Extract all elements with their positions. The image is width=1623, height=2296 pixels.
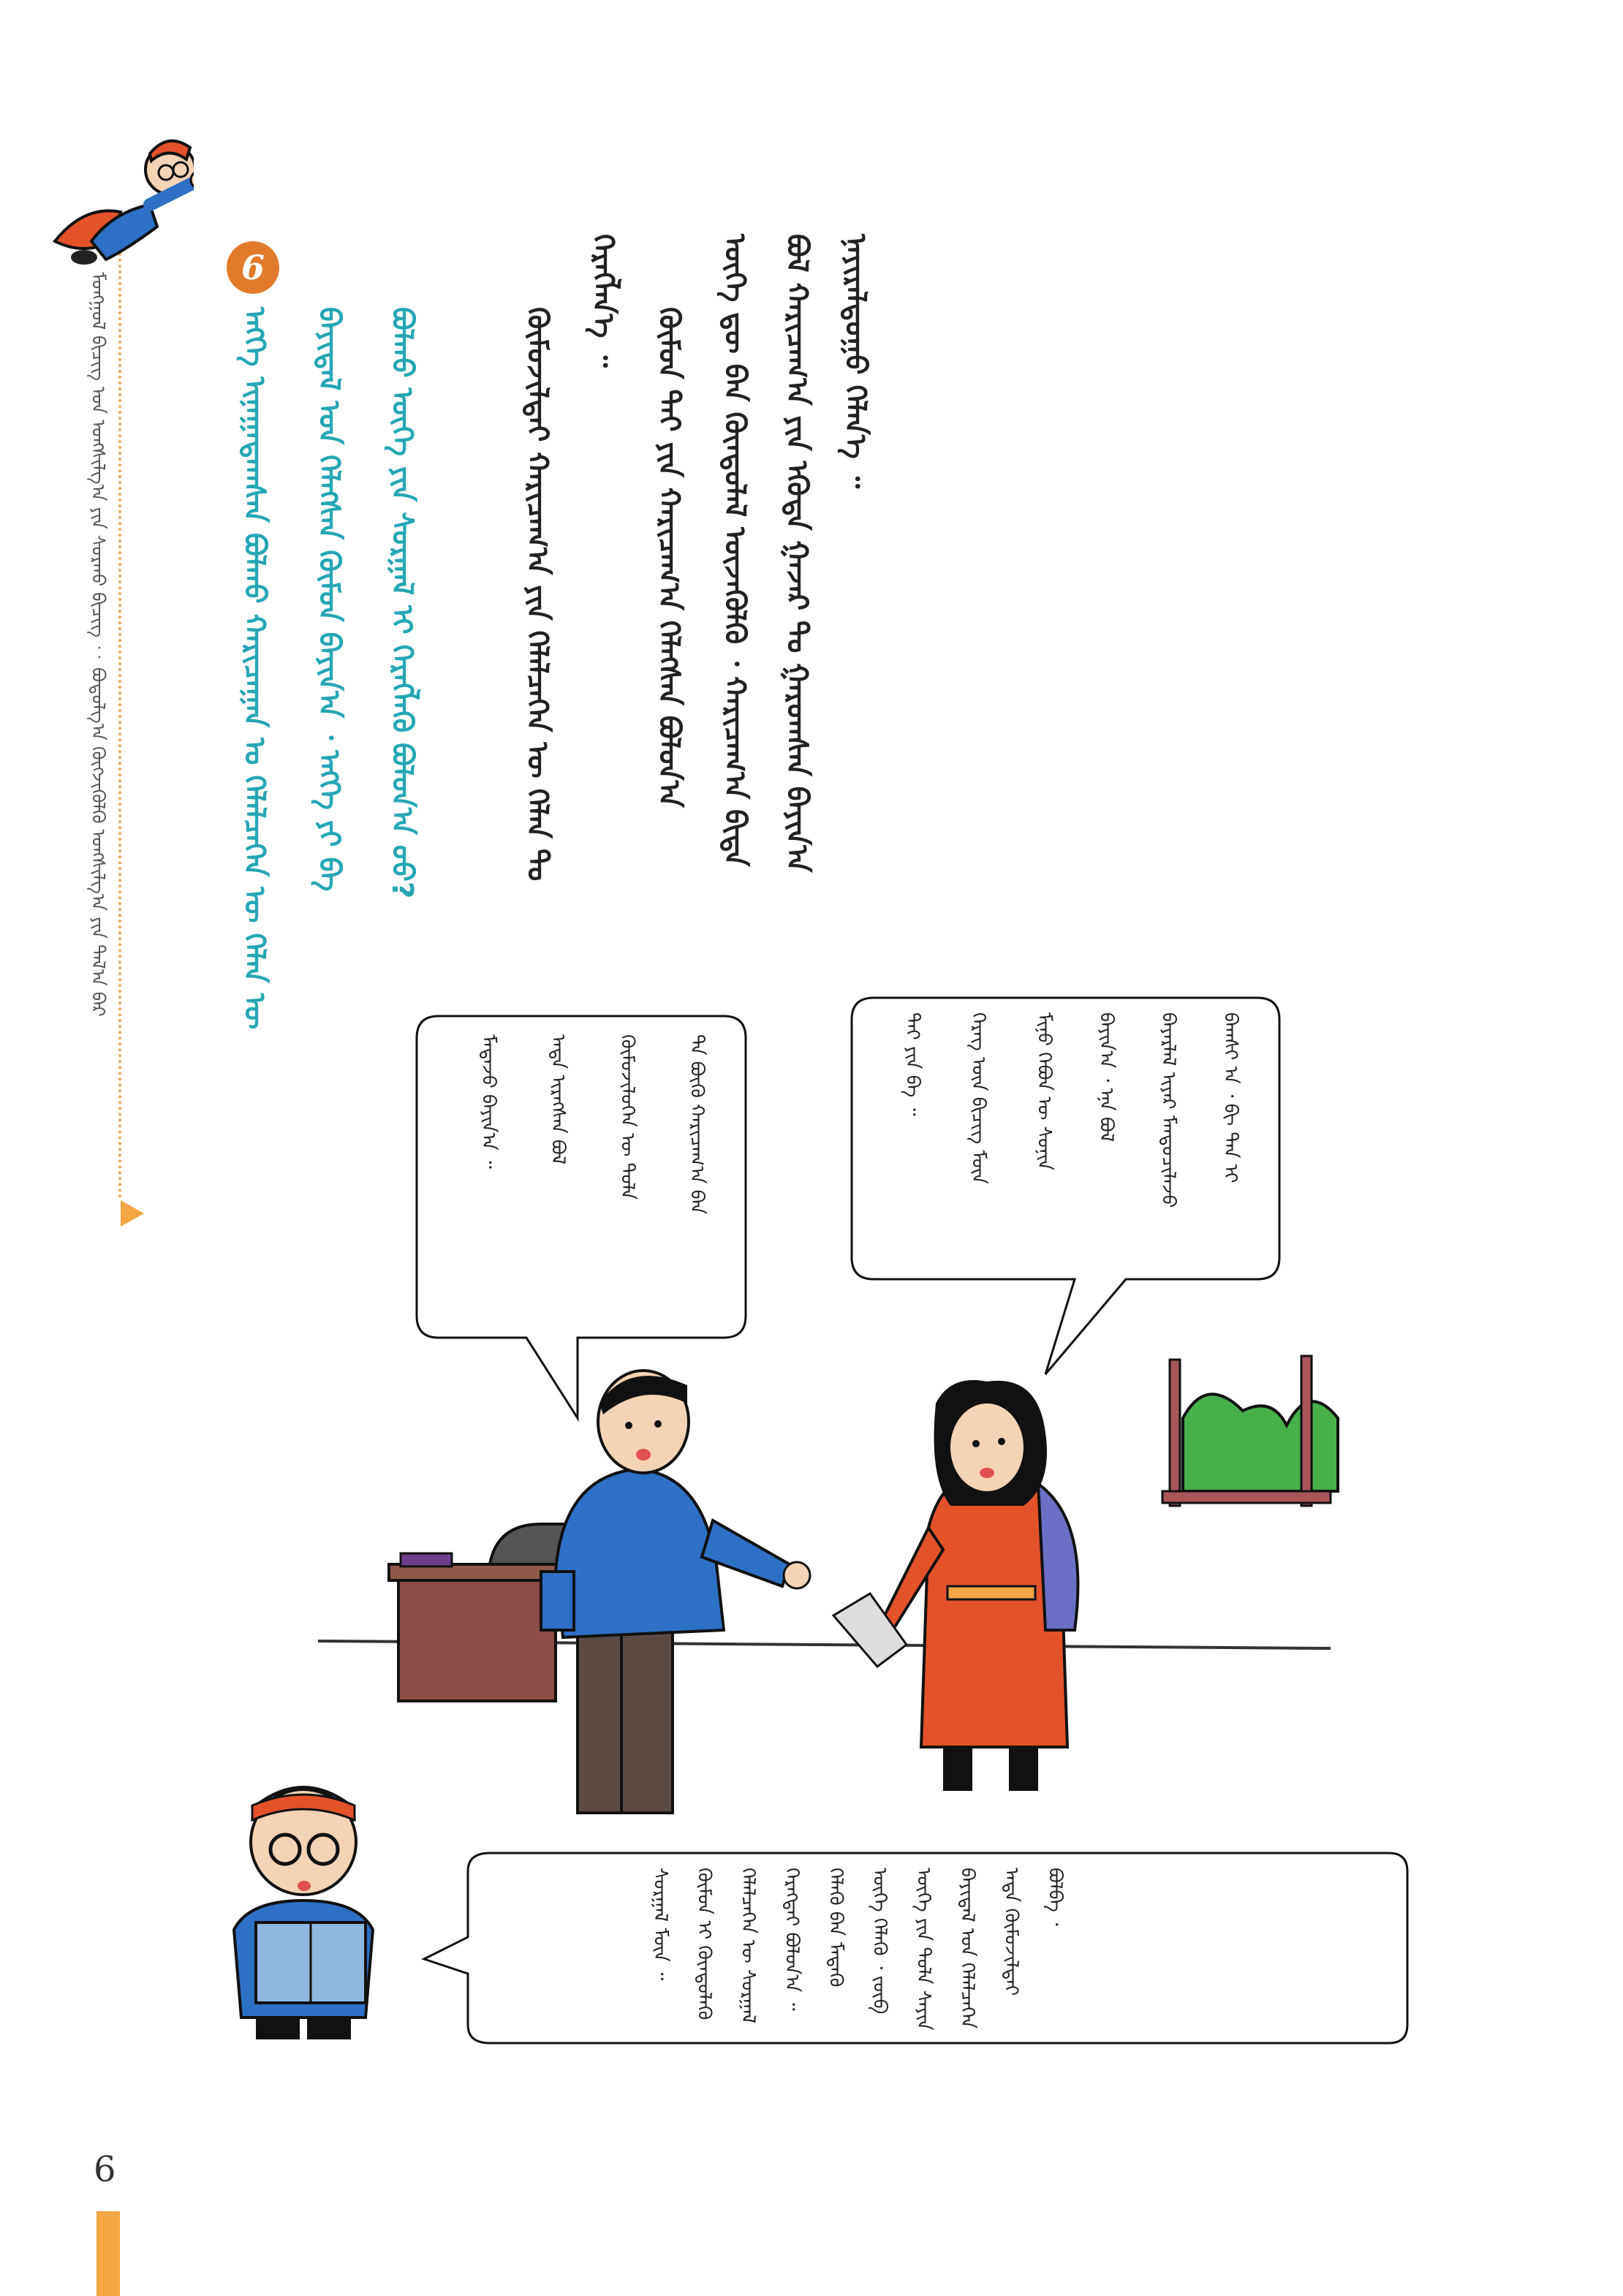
man-figure bbox=[541, 1371, 810, 1813]
boy-bubble-line: ᠡᠨᠳᠡ ᠬᠦᠮᠦᠵᠢᠯᠲᠡᠢ bbox=[1000, 1868, 1022, 1996]
body-line-4: ᠬᠦᠮᠦᠨ ᠲᠡᠢ ᠶᠢᠨ ᠬᠠᠷᠢᠴᠠᠭ᠎ᠠ ᠬᠡᠯᠡᠭᠰᠡᠨ ᠪᠣᠯᠤᠨ᠎ᠠ bbox=[652, 307, 686, 808]
boy-bubble-line: ᠬᠡᠯᠡᠬᠦ ᠪᠡᠨ ᠮᠡᠳᠡᠬᠦ bbox=[825, 1868, 847, 1988]
question-number-badge: 6 bbox=[227, 241, 279, 294]
boy-bubble-line: ᠪᠠᠶᠢᠳᠠᠯ ᠤᠨ ᠬᠡᠯᠡᠯᠴᠡᠭᠡᠨ bbox=[956, 1868, 978, 2029]
boy-bubble-line: ᠰᠤᠷᠭᠠᠯ ᠮᠥᠨ ᠃ bbox=[649, 1868, 671, 1981]
running-header: ᠮᠣᠩᠭᠣᠯ ᠪᠢᠴᠢᠭ ᠤᠨ ᠣᠩᠰᠢᠯᠭ᠎ᠠ ᠶᠢᠨ ᠰᠤᠷᠬᠤ ᠪᠢᠴᠢᠭ᠌ ︰ ᠪᠣᠳᠣᠯᠭ᠎ᠠ ᠬᠥᠭᠵᠢᠭᠦᠯᠬᠦ ᠤᠩᠰᠢᠯᠭ᠎ᠠ ᠶᠢᠨ ᠲᠠᠯ᠎ᠠ ᠪᠠᠷ bbox=[88, 272, 109, 1017]
woman-bubble-line: ᠮᠢᠨᠦ ᠬᠡᠪᠦᠨ ᠦ ᠰᠣᠨᠢᠨ bbox=[1033, 1012, 1055, 1171]
woman-bubble-line: ᠬᠡᠷᠡᠭ ᠦᠨ ᠪᠢᠴᠢᠭ᠌ ᠮᠦᠨ bbox=[967, 1012, 989, 1184]
boy-bubble-line: ᠪᠣᠯᠪᠠ ᠂ bbox=[1044, 1868, 1066, 1926]
window bbox=[1162, 1356, 1338, 1506]
man-bubble-line: ᠮᠡᠳᠡᠵᠦ ᠪᠠᠶᠢᠨ᠎ᠠ ᠃ bbox=[477, 1034, 499, 1169]
body-line-3: ᠦᠭᠡ ᠳᠦ ᠪᠡᠨ ᠬᠦᠨᠳᠦᠯᠡᠯ ᠦᠵᠡᠭᠦᠯᠬᠦ ᠂ ᠬᠠᠷᠢᠴᠠᠭ᠎ᠠ ᠪᠢᠳᠡ bbox=[718, 234, 752, 867]
woman-figure bbox=[833, 1380, 1078, 1791]
boy-bubble-line: ᠬᠡᠷᠡᠭᠲᠡᠢ ᠪᠣᠯᠤᠨ᠎ᠠ ᠃ bbox=[781, 1868, 803, 2011]
woman-bubble-line: ᠪᠠᠶᠠᠷᠯᠠᠯ ᠢᠶᠠᠷ ᠮᠡᠨᠳᠦᠴᠢᠯᠡᠵᠦ bbox=[1157, 1012, 1179, 1208]
boy-bubble-line: ᠬᠡᠯᠡᠯᠴᠡᠭᠡᠨ ᠦ ᠰᠤᠷᠭᠠᠯ bbox=[737, 1868, 759, 2024]
woman-bubble-line: ᠲᠡᠢ ᠶᠢᠨ ᠪᠡ ᠃ bbox=[901, 1012, 923, 1116]
man-speech-bubble bbox=[446, 1034, 724, 1312]
question-line-3: ᠪᠣᠯᠬᠤ ᠦᠭᠡ ᠶᠢᠨ ᠰᠤᠷᠭᠠᠯ ᠢ ᠬᠡᠷᠡᠭᠯᠡᠬᠦ ᠪᠣᠯᠤᠨ᠎ᠠ ᠤᠤ? bbox=[385, 307, 419, 899]
man-bubble-line: ᠬᠦᠮᠦᠵᠢᠯᠦᠭᠡᠨ ᠦ ᠲᠤᠯᠠ bbox=[616, 1034, 638, 1200]
boy-bubble-line: ᠬᠦᠮᠦᠨ ᠢ ᠬᠦᠨᠳᠦᠯᠡᠬᠦ bbox=[693, 1868, 715, 2020]
boy-bubble-line: ᠦᠭᠡ ᠶᠢᠨ ᠲᠤᠯᠠ ᠰᠠᠶᠢᠨ bbox=[912, 1868, 934, 2031]
woman-speech-bubble bbox=[881, 1012, 1261, 1261]
body-line-1: ᠨᠠᠶᠢᠷᠠᠯᠳᠤᠭᠤ ᠬᠡᠯᠡᠨ᠎ᠡ ᠃ bbox=[839, 234, 872, 489]
woman-bubble-line: ᠪᠠᠶᠢᠨ᠎ᠠ ᠂ ᠡᠨᠡ ᠪᠣᠯ bbox=[1095, 1012, 1117, 1143]
body-line-5: ᠬᠡᠷᠡᠭᠯᠡᠨ᠎ᠡ ᠃ bbox=[586, 234, 620, 368]
boy-reading-figure bbox=[234, 1787, 373, 2039]
man-bubble-line: ᠲᠠ ᠪᠦᠬᠦ ᠬᠠᠷᠢᠴᠠᠭ᠎ᠠ ᠪᠠᠨ bbox=[686, 1034, 708, 1215]
question-line-2: ᠪᠠᠶᠢᠳᠠᠯ ᠤᠨ ᠬᠡᠯᠡᠭᠰᠡᠨ ᠬᠦᠮᠦᠨ ᠪᠠᠶᠢᠨ᠎ᠠ ᠂ ᠡᠩᠬᠡ ᠶᠢ ᠪᠡ bbox=[312, 307, 346, 892]
body-line-6: ᠬᠦᠮᠦᠵᠢᠯᠲᠡᠢ ᠬᠠᠷᠢᠴᠠᠭ᠎ᠠ ᠶᠢᠨ ᠬᠡᠯᠡᠯᠴᠡᠭᠡᠨ ᠦ ᠬᠡᠯᠡᠨ ᠲᠤ bbox=[521, 307, 554, 882]
page-tab bbox=[97, 2211, 120, 2296]
boy-speech-bubble bbox=[497, 1868, 1389, 2032]
question-line-1: ᠡᠩᠬᠡ ᠢᠨᠠᠭᠠᠳᠠᠭᠰᠠᠨ ᠪᠣᠯᠬᠤ ᠬᠠᠷᠢᠴᠠᠭᠠᠨ ᠤ ᠬᠡᠯᠡᠯᠴᠡᠭᠡᠨ ᠦ ᠬᠡᠯᠡᠨ ᠦ bbox=[238, 307, 271, 1030]
woman-bubble-line: ᠪᠠᠭᠰᠢ ᠠ ᠂ ᠪᠢ ᠲᠠᠨ ᠢ bbox=[1219, 1012, 1241, 1183]
body-line-2: ᠪᠣᠯ ᠬᠠᠷᠢᠴᠠᠭ᠎ᠠ ᠶᠢᠨ ᠡᠭᠦᠳᠡ ᠭᠠᠵᠠᠷ ᠲᠤ ᠭᠠᠷᠤᠭᠰᠠᠨ ᠪᠠᠶᠢᠨ᠎ᠠ bbox=[780, 234, 814, 873]
man-bubble-line: ᠡᠨᠳᠡ ᠢᠷᠡᠭᠰᠡᠨ ᠪᠣᠯ bbox=[547, 1034, 569, 1165]
boy-bubble-line: ᠦᠭᠡ ᠬᠡᠯᠡᠬᠦ ᠂ ᠵᠥᠪ bbox=[869, 1868, 890, 2015]
page-number: 6 bbox=[94, 2149, 116, 2190]
